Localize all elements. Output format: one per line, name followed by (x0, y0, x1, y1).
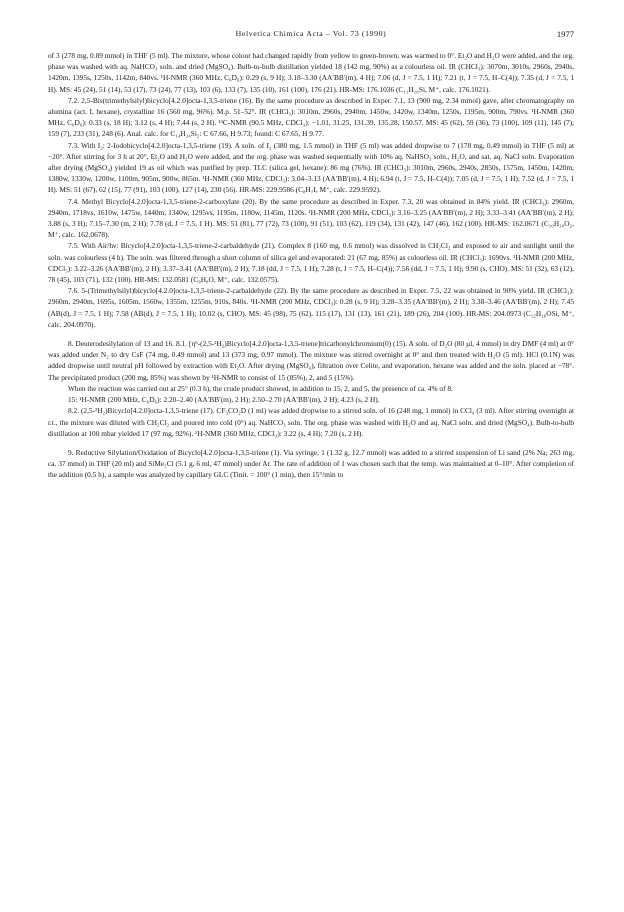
paragraph-p4: 7.4. Methyl Bicyclo[4.2.0]octa-1,3,5-triene-2-carboxylate (20). By the same procedure as described in Exper. 7.3, 20 was obtained in 84% yield. IR (CHCl₃): 2960m, 2940m, 1718vs, 1610w, 1475w, 1440m, 1340w, 1295vs, 1195m, 1180w, 1145m, 1120s. ¹H-NMR (200 MHz, CDCl₃): 3.16–3.25 (AA′BB′(m), 2 H); 3.33–3.41 (AA′BB′(m), 2 H); 3.88 (s, 3 H); 7.15–7.30 (m, 2 H); 7.78 (d, J = 7.5, 1 H). MS: 51 (81), 77 (72), 73 (100), 91 (51), 103 (62), 119 (34), 131 (42), 147 (46), 162 (100). HR-MS: 162.0671 (C₁₀H₁₀O₂, M⁺, calc. 162.0678). (48, 196, 574, 240)
paragraph-p2: 7.2. 2,5-Bis(trimethylsilyl)bicyclo[4.2.0]octa-1,3,5-triene (16). By the same procedure as described in Exper. 7.1, 13 (900 mg, 2.34 mmol) gave, after chromatography on alumina (act. I, hexane), crystalline 16 (560 mg, 96%). M.p. 51–52°. IR (CHCl₃): 3010m, 2960s, 2940m, 1450w, 1420w, 1340m, 1250s, 1195m, 900m, 790vs. ¹H-NMR (360 MHz, C₆D₆): 0.33 (s, 18 H); 3.12 (s, 4 H); 7.44 (s, 2 H). ¹³C-NMR (90.5 MHz, CDCl₃): −1.01, 31.25, 131.39, 135.28, 150.57. MS: 45 (62), 59 (36), 73 (100), 109 (11), 145 (7), 159 (7), 233 (31), 248 (6). Anal. calc. for C₁₄H₂₄Si₂: C 67.66, H 9.73; found: C 67.65, H 9.77. (48, 95, 574, 139)
section-gap (48, 439, 574, 447)
paragraph-p5: 7.5. With Air/hν: Bicyclo[4.2.0]octa-1,3,5-triene-2-carbaldehyde (21). Complex 8 (160 mg, 0.6 mmol) was dissolved in CH₂Cl₂ and exposed to air and sunlight until the soln. was colourless (4 h). The soln. was filtered through a short column of silica gel and evaporated: 21 (67 mg, 85%) as colourless oil. IR (CHCl₃): 1690vs. ¹H-NMR (200 MHz, CDCl₃): 3.22–3.26 (AA′BB′(m), 2 H); 3.37–3.41 (AA′BB′(m), 2 H); 7.18 (dd, J = 7.5, 1 H); 7.28 (t, J = 7.5, H–C(4)); 7.56 (dd, J = 7.5, 1 H); 9.90 (s, CHO). MS: 51 (32), 63 (12), 78 (45), 103 (71), 132 (100). HR-MS: 132.0581 (C₉H₈O, M⁺, calc. 132.0575). (48, 241, 574, 285)
paragraph-p6: 7.6. 5-(Trimethylsilyl)bicyclo[4.2.0]octa-1,3,5-triene-2-carbaldehyde (22). By the same procedure as described in Exper. 7.5, 22 was obtained in 90% yield. IR (CHCl₃): 2960m, 2940m, 1695s, 1605m, 1560w, 1355m, 1255m, 910s, 840s. ¹H-NMR (200 MHz, CDCl₃): 0.28 (s, 9 H); 3.28–3.35 (AA′BB′(m), 2 H); 3.38–3.46 (AA′BB′(m), 2 H); 7.45 (AB(d), J = 7.5, 1 H); 7.58 (AB(d), J = 7.5, 1 H); 10.02 (s, CHO). MS: 45 (98), 75 (62), 115 (17), 131 (13), 161 (21), 189 (26), 204 (100). HR-MS: 204.0973 (C₁₂H₁₆OSi, M⁺, calc. 204.0970). (48, 286, 574, 329)
paragraph-p10: 8.2. (2,5-²H₂)Bicyclo[4.2.0]octa-1,3,5-triene (17). CF₃CO₂D (1 ml) was added dropwise to a stirred soln. of 16 (248 mg, 1 mmol) in CCl₄ (3 ml). After stirring overnight at r.t., the mixture was diluted with CH₂Cl₂ and poured into cold (0°) aq. NaHCO₃ soln. The org. phase was washed with H₂O and aq. NaCl soln. and dried (MgSO₄). Bulb-to-bulb distillation at 100 mbar yielded 17 (97 mg, 92%). ¹H-NMR (360 MHz, CDCl₃): 3.22 (s, 4 H); 7.20 (s, 2 H). (48, 406, 574, 438)
section-gap (48, 330, 574, 338)
running-header (48, 29, 574, 43)
paragraph-p11: 9. Reductive Silylation/Oxidation of Bicyclo[4.2.0]octa-1,3,5-triene (1). Via syringe, 1 (1.32 g, 12.7 mmol) was added to a stirred suspension of Li sand (2% Na; 263 mg, ca. 37 mmol) in THF (20 ml) and SiMe₃Cl (5.1 g, 6 ml, 47 mmol) under Ar. The rate of addition of 1 was chosen such that the temp. was maintained at 0–10°. After completion of the addition (0.5 h), a sample was analyzed by capillary GLC (Tinit. = 100° (1 min), then 15°/min to (48, 447, 574, 480)
paragraph-p8: When the reaction was carried out at 25° (0.3 h), the crude product showed, in addition to 15, 2, and 5, the presence of ca. 4% of 8. (68, 383, 453, 393)
paragraph-p3: 7.3. With I₂: 2-Iodobicyclo[4.2.0]octa-1,3,5-triene (19). A soln. of I₂ (380 mg, 1.5 mmol) in THF (5 ml) was added dropwise to 7 (178 mg, 0.49 mmol) in THF (5 ml) at −20°. After stirring for 3 h at 20°, Et₂O and H₂O were added, and the org. phase was washed sequentially with 10% aq. NaHSO₃ soln., H₂O, and sat. aq. NaCl soln. Evaporation after drying (MgSO₄) yielded 19 as oil which was purified by prep. TLC (silica gel, hexane): 86 mg (76%). IR (CHCl₃): 3010m, 2960s, 2940s, 2850s, 1575m, 1450m, 1420m, 1380w, 1330w, 1200w, 1100m, 905m, 900w, 865m. ¹H-NMR (360 MHz, CDCl₃): 3.04–3.13 (AA′BB′(m), 4 H); 6.94 (t, J = 7.5, H–C(4)); 7.05 (d, J = 7.5, 1 H); 7.52 (d, J = 7.5, 1 H). MS: 51 (67), 62 (15), 77 (91), 103 (100), 127 (14), 230 (56). HR-MS: 229.9586 (C₈H₇I, M⁺, calc. 229.9592). (48, 140, 574, 195)
page-number: 1977 (556, 29, 574, 39)
paragraph-p7: 8. Deuterodesilylation of 13 and 16. 8.1. [η⁶-(2,5-²H₂)Bicyclo[4.2.0]octa-1,3,5-triene]tricarbonylchromium(0) (15). A soln. of D₂O (80 µl, 4 mmol) in dry DMF (4 ml) at 0° was added under N₂ to dry CsF (74 mg, 0.49 mmol) and 13 (373 mg, 0.97 mmol). The mixture was stirred overnight at 0° and then treated with H₂O (5 ml). HCl (0.1N) was added dropwise until neutral pH followed by extraction with Et₂O. After drying (MgSO₄), filtration over Celite, and evaporation, hexane was added and the soln. placed at −78°. The precipitated product (200 mg, 85%) was shown by ¹H-NMR to consist of 15 (85%), 2, and 5 (15%). (48, 339, 574, 382)
paragraph-p1: of 3 (278 mg, 0.89 mmol) in THF (5 ml). The mixture, whose colour had changed rapidly from yellow to green-brown, was warmed to 0°. Et₂O and H₂O were added, and the org. phase was washed with aq. NaHCO₃ soln. and dried (MgSO₄). Bulb-to-bulb distillation yielded 18 (142 mg, 90%) as a colourless oil. IR (CHCl₃): 3070m, 3010s, 2960s, 2940s, 1420m, 1395s, 1250s, 1142m, 840vs. ¹H-NMR (360 MHz, C₆D₆): 0.29 (s, 9 H); 3.18–3.30 (AA′BB′(m), 4 H); 7.06 (d, J = 7.5, 1 H); 7.21 (t, J = 7.5, H–C(4)); 7.35 (d, J = 7.5, 1 H). MS: 45 (24), 51 (14), 53 (17), 73 (24), 77 (13), 103 (6), 133 (7), 135 (10), 161 (100), 176 (21). HR-MS: 176.1036 (C₁₁H₁₆Si, M⁺, calc. 176.1021). (48, 51, 574, 94)
journal-title: Helvetica Chimica Acta – Vol. 73 (1990) (235, 29, 387, 38)
paragraph-p9: 15: ¹H-NMR (200 MHz, C₆D₆): 2.20–2.40 (AA′BB′(m), 2 H); 2.50–2.70 (AA′BB′(m), 2 H); 4.23 (s, 2 H). (68, 395, 380, 405)
article-body (48, 50, 574, 481)
